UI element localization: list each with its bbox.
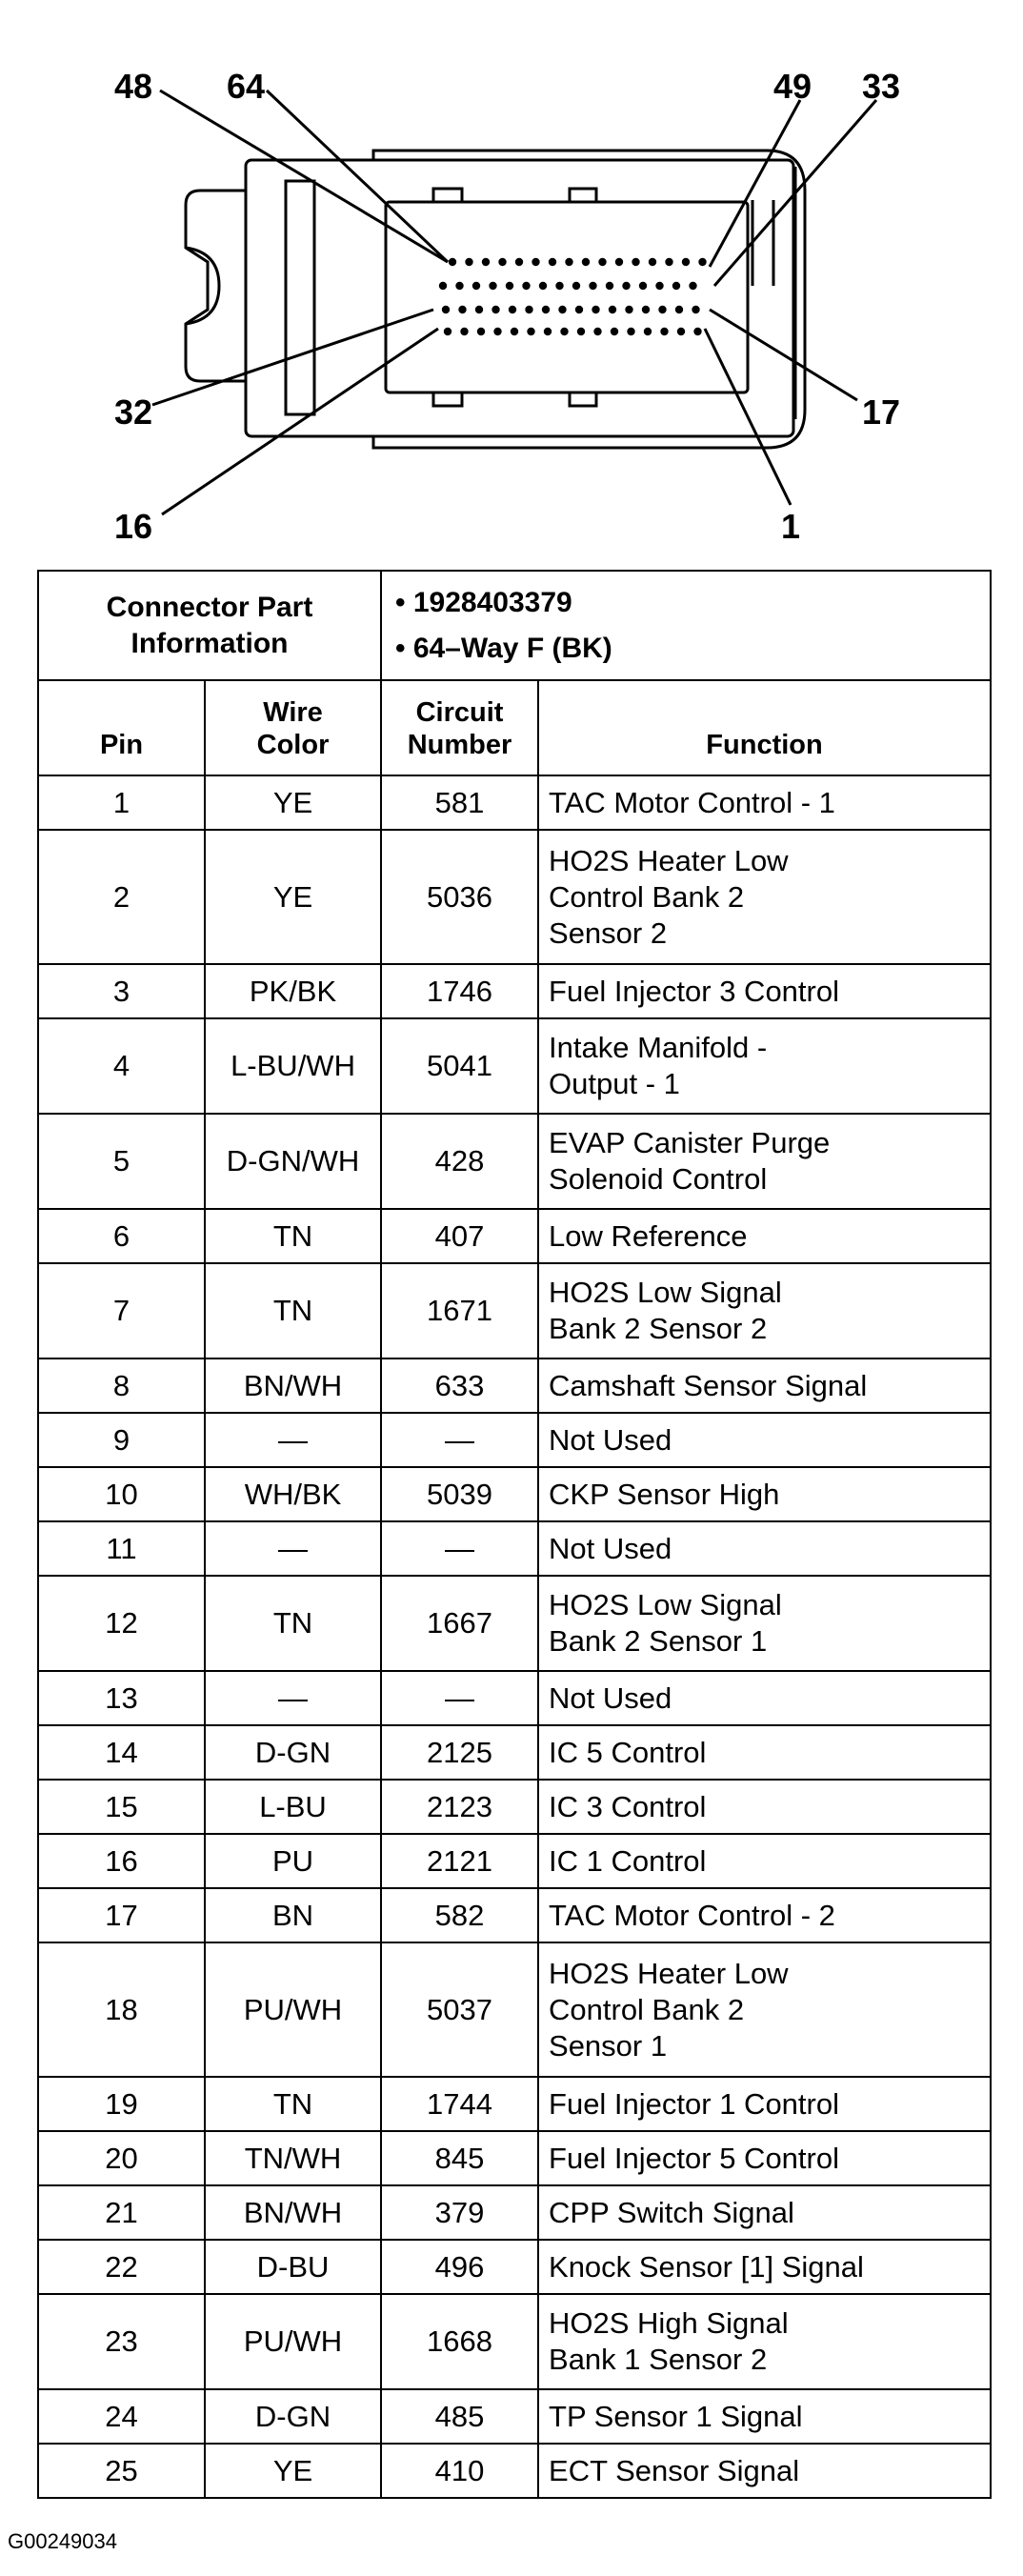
pin-cell: 25 bbox=[38, 2444, 205, 2498]
pin-dot bbox=[525, 306, 532, 313]
connector-info-row bbox=[38, 571, 991, 680]
pin-dot bbox=[439, 282, 447, 290]
circuit-number-cell: 485 bbox=[381, 2389, 538, 2444]
function-cell: ECT Sensor Signal bbox=[538, 2444, 991, 2498]
circuit-number-cell: 5036 bbox=[381, 830, 538, 964]
circuit-number-cell: 5037 bbox=[381, 1942, 538, 2077]
pin-dot bbox=[493, 328, 501, 335]
table-row bbox=[38, 2294, 991, 2389]
pin-dot bbox=[489, 282, 496, 290]
pin-dot bbox=[465, 258, 472, 266]
pin-dot bbox=[532, 258, 539, 266]
figure-id: G00249034 bbox=[8, 2529, 117, 2553]
pin-dot bbox=[644, 328, 652, 335]
function-cell: Not Used bbox=[538, 1521, 991, 1576]
connector-info-label: Connector Part Information bbox=[38, 571, 381, 680]
table-row bbox=[38, 1114, 991, 1209]
table-row bbox=[38, 1942, 991, 2077]
callout-16: 16 bbox=[114, 507, 153, 546]
pin-cell: 1 bbox=[38, 775, 205, 830]
pin-dot bbox=[475, 306, 483, 313]
header-function: Function bbox=[538, 680, 991, 775]
circuit-number-cell: 581 bbox=[381, 775, 538, 830]
circuit-number-cell: 1746 bbox=[381, 964, 538, 1018]
wire-color-cell: YE bbox=[205, 775, 381, 830]
pin-dot bbox=[660, 328, 668, 335]
function-cell: TP Sensor 1 Signal bbox=[538, 2389, 991, 2444]
table-row bbox=[38, 1209, 991, 1263]
pin-dot bbox=[555, 282, 563, 290]
pin-dot bbox=[615, 258, 623, 266]
function-cell: TAC Motor Control - 2 bbox=[538, 1888, 991, 1942]
circuit-number-cell: 845 bbox=[381, 2131, 538, 2185]
pin-cell: 2 bbox=[38, 830, 205, 964]
pin-dot bbox=[472, 282, 480, 290]
function-cell: Not Used bbox=[538, 1671, 991, 1725]
pin-cell: 3 bbox=[38, 964, 205, 1018]
connector-diagram bbox=[0, 0, 1023, 562]
table-row bbox=[38, 1263, 991, 1358]
pin-dot bbox=[689, 282, 696, 290]
function-cell: HO2S Heater Low Control Bank 2 Sensor 1 bbox=[538, 1942, 991, 2077]
circuit-number-cell: 633 bbox=[381, 1358, 538, 1413]
pin-cell: 15 bbox=[38, 1780, 205, 1834]
pin-dot bbox=[698, 258, 706, 266]
pin-dot bbox=[649, 258, 656, 266]
pin-dot bbox=[506, 282, 513, 290]
function-cell: CKP Sensor High bbox=[538, 1467, 991, 1521]
table-row bbox=[38, 2185, 991, 2240]
header-wire-color-text: Wire Color bbox=[256, 697, 330, 760]
pin-dot bbox=[511, 328, 518, 335]
circuit-number-cell: 1667 bbox=[381, 1576, 538, 1671]
pin-dot bbox=[549, 258, 556, 266]
pin-dot bbox=[565, 258, 572, 266]
connector-type: • 64–Way F (BK) bbox=[395, 632, 612, 664]
table-row bbox=[38, 2444, 991, 2498]
function-cell: HO2S Heater Low Control Bank 2 Sensor 2 bbox=[538, 830, 991, 964]
circuit-number-cell: 2125 bbox=[381, 1725, 538, 1780]
pin-dot bbox=[627, 328, 634, 335]
callout-1: 1 bbox=[781, 507, 801, 546]
wire-color-cell: BN/WH bbox=[205, 2185, 381, 2240]
pin-dot bbox=[539, 282, 547, 290]
table-row bbox=[38, 1521, 991, 1576]
pin-cell: 21 bbox=[38, 2185, 205, 2240]
wire-color-cell: L-BU/WH bbox=[205, 1018, 381, 1114]
header-wire-color bbox=[205, 680, 381, 775]
table-row bbox=[38, 1780, 991, 1834]
circuit-number-cell: 407 bbox=[381, 1209, 538, 1263]
circuit-number-cell: 496 bbox=[381, 2240, 538, 2294]
function-cell: IC 5 Control bbox=[538, 1725, 991, 1780]
pin-cell: 12 bbox=[38, 1576, 205, 1671]
callout-32: 32 bbox=[114, 392, 153, 432]
pin-dot bbox=[442, 306, 450, 313]
circuit-number-cell: 428 bbox=[381, 1114, 538, 1209]
pin-dot bbox=[444, 328, 451, 335]
wire-color-cell: BN bbox=[205, 1888, 381, 1942]
function-cell: IC 3 Control bbox=[538, 1780, 991, 1834]
table-row bbox=[38, 1725, 991, 1780]
pin-dot bbox=[522, 282, 530, 290]
circuit-number-cell: — bbox=[381, 1671, 538, 1725]
pin-dot bbox=[632, 258, 639, 266]
pin-dot bbox=[482, 258, 490, 266]
callout-49: 49 bbox=[773, 67, 812, 106]
pin-cell: 16 bbox=[38, 1834, 205, 1888]
circuit-number-cell: 410 bbox=[381, 2444, 538, 2498]
circuit-number-cell: 1668 bbox=[381, 2294, 538, 2389]
wire-color-cell: WH/BK bbox=[205, 1467, 381, 1521]
wire-color-cell: D-GN bbox=[205, 1725, 381, 1780]
circuit-number-cell: 1744 bbox=[381, 2077, 538, 2131]
circuit-number-cell: 5041 bbox=[381, 1018, 538, 1114]
pin-dot bbox=[527, 328, 534, 335]
pin-dot bbox=[639, 282, 647, 290]
callout-17: 17 bbox=[862, 392, 901, 432]
pin-dot bbox=[575, 306, 583, 313]
connector-info-values bbox=[381, 571, 991, 680]
pin-dot bbox=[458, 306, 466, 313]
wire-color-cell: PK/BK bbox=[205, 964, 381, 1018]
wire-color-cell: YE bbox=[205, 830, 381, 964]
pin-dot bbox=[675, 306, 683, 313]
header-circuit-text: Circuit Number bbox=[407, 697, 512, 760]
wire-color-cell: PU bbox=[205, 1834, 381, 1888]
wire-color-cell: PU/WH bbox=[205, 1942, 381, 2077]
table-row bbox=[38, 1576, 991, 1671]
function-cell: HO2S Low Signal Bank 2 Sensor 2 bbox=[538, 1263, 991, 1358]
function-cell: Knock Sensor [1] Signal bbox=[538, 2240, 991, 2294]
pin-dot bbox=[449, 258, 456, 266]
pin-dot bbox=[606, 282, 613, 290]
pin-dot bbox=[558, 306, 566, 313]
callout-48: 48 bbox=[114, 67, 153, 106]
pin-dot bbox=[515, 258, 523, 266]
pinout-table bbox=[37, 570, 992, 2499]
circuit-number-cell: 2123 bbox=[381, 1780, 538, 1834]
circuit-number-cell: 379 bbox=[381, 2185, 538, 2240]
pin-dot bbox=[625, 306, 632, 313]
header-pin: Pin bbox=[38, 680, 205, 775]
pin-cell: 13 bbox=[38, 1671, 205, 1725]
table-row bbox=[38, 1467, 991, 1521]
circuit-number-cell: 2121 bbox=[381, 1834, 538, 1888]
wire-color-cell: BN/WH bbox=[205, 1358, 381, 1413]
function-cell: Intake Manifold - Output - 1 bbox=[538, 1018, 991, 1114]
pin-dot bbox=[498, 258, 506, 266]
pin-cell: 11 bbox=[38, 1521, 205, 1576]
pin-dot bbox=[593, 328, 601, 335]
pin-dot bbox=[589, 282, 596, 290]
circuit-number-cell: 1671 bbox=[381, 1263, 538, 1358]
table-row bbox=[38, 1018, 991, 1114]
pin-cell: 9 bbox=[38, 1413, 205, 1467]
table-row bbox=[38, 1888, 991, 1942]
connector-cavity bbox=[386, 202, 748, 392]
pin-dot bbox=[582, 258, 590, 266]
wire-color-cell: D-GN/WH bbox=[205, 1114, 381, 1209]
table-row bbox=[38, 2131, 991, 2185]
pin-dot bbox=[572, 282, 580, 290]
pin-cell: 7 bbox=[38, 1263, 205, 1358]
wire-color-cell: TN bbox=[205, 2077, 381, 2131]
table-row bbox=[38, 2389, 991, 2444]
wire-color-cell: D-BU bbox=[205, 2240, 381, 2294]
pin-dot bbox=[560, 328, 568, 335]
function-cell: CPP Switch Signal bbox=[538, 2185, 991, 2240]
wire-color-cell: — bbox=[205, 1671, 381, 1725]
callout-33: 33 bbox=[862, 67, 901, 106]
table-row bbox=[38, 1834, 991, 1888]
wire-color-cell: TN bbox=[205, 1209, 381, 1263]
pin-cell: 20 bbox=[38, 2131, 205, 2185]
pin-cell: 19 bbox=[38, 2077, 205, 2131]
pin-dot bbox=[592, 306, 599, 313]
pin-dot bbox=[665, 258, 672, 266]
pin-cell: 6 bbox=[38, 1209, 205, 1263]
pin-cell: 5 bbox=[38, 1114, 205, 1209]
function-cell: TAC Motor Control - 1 bbox=[538, 775, 991, 830]
pin-dot bbox=[677, 328, 685, 335]
pin-cell: 17 bbox=[38, 1888, 205, 1942]
function-cell: EVAP Canister Purge Solenoid Control bbox=[538, 1114, 991, 1209]
pin-cell: 23 bbox=[38, 2294, 205, 2389]
pin-dot bbox=[672, 282, 680, 290]
wire-color-cell: L-BU bbox=[205, 1780, 381, 1834]
pin-cell: 4 bbox=[38, 1018, 205, 1114]
connector-latch bbox=[186, 191, 246, 381]
circuit-number-cell: 5039 bbox=[381, 1467, 538, 1521]
pin-cell: 10 bbox=[38, 1467, 205, 1521]
wire-color-cell: TN bbox=[205, 1263, 381, 1358]
wire-color-cell: — bbox=[205, 1413, 381, 1467]
pin-dot bbox=[460, 328, 468, 335]
pin-dot bbox=[491, 306, 499, 313]
pin-dot bbox=[577, 328, 585, 335]
pin-dot bbox=[455, 282, 463, 290]
pin-cell: 24 bbox=[38, 2389, 205, 2444]
function-cell: IC 1 Control bbox=[538, 1834, 991, 1888]
table-row bbox=[38, 964, 991, 1018]
circuit-number-cell: — bbox=[381, 1413, 538, 1467]
pin-dot bbox=[658, 306, 666, 313]
pin-cell: 8 bbox=[38, 1358, 205, 1413]
wire-color-cell: YE bbox=[205, 2444, 381, 2498]
function-cell: Low Reference bbox=[538, 1209, 991, 1263]
pin-dot bbox=[642, 306, 650, 313]
pin-dot bbox=[598, 258, 606, 266]
pin-dot bbox=[609, 306, 616, 313]
pin-dot bbox=[655, 282, 663, 290]
callout-64: 64 bbox=[227, 67, 266, 106]
function-cell: Camshaft Sensor Signal bbox=[538, 1358, 991, 1413]
circuit-number-cell: 582 bbox=[381, 1888, 538, 1942]
function-cell: Not Used bbox=[538, 1413, 991, 1467]
pin-dot bbox=[682, 258, 690, 266]
pin-dot bbox=[692, 306, 699, 313]
pin-cell: 18 bbox=[38, 1942, 205, 2077]
pin-dot bbox=[622, 282, 630, 290]
pin-dot bbox=[542, 306, 550, 313]
pin-dot bbox=[693, 328, 701, 335]
table-row bbox=[38, 2240, 991, 2294]
pin-dot bbox=[477, 328, 485, 335]
function-cell: Fuel Injector 1 Control bbox=[538, 2077, 991, 2131]
table-row bbox=[38, 1413, 991, 1467]
wire-color-cell: PU/WH bbox=[205, 2294, 381, 2389]
function-cell: HO2S Low Signal Bank 2 Sensor 1 bbox=[538, 1576, 991, 1671]
pin-cell: 22 bbox=[38, 2240, 205, 2294]
header-circuit-number bbox=[381, 680, 538, 775]
part-number: • 1928403379 bbox=[395, 586, 572, 618]
pin-dot bbox=[611, 328, 618, 335]
wire-color-cell: — bbox=[205, 1521, 381, 1576]
table-row bbox=[38, 1358, 991, 1413]
function-cell: HO2S High Signal Bank 1 Sensor 2 bbox=[538, 2294, 991, 2389]
circuit-number-cell: — bbox=[381, 1521, 538, 1576]
pin-dot bbox=[544, 328, 552, 335]
table-row bbox=[38, 2077, 991, 2131]
table-header-row bbox=[38, 680, 991, 775]
wire-color-cell: D-GN bbox=[205, 2389, 381, 2444]
pin-cell: 14 bbox=[38, 1725, 205, 1780]
table-row bbox=[38, 1671, 991, 1725]
function-cell: Fuel Injector 3 Control bbox=[538, 964, 991, 1018]
pin-dot bbox=[509, 306, 516, 313]
wire-color-cell: TN/WH bbox=[205, 2131, 381, 2185]
function-cell: Fuel Injector 5 Control bbox=[538, 2131, 991, 2185]
wire-color-cell: TN bbox=[205, 1576, 381, 1671]
table-row bbox=[38, 830, 991, 964]
table-row bbox=[38, 775, 991, 830]
